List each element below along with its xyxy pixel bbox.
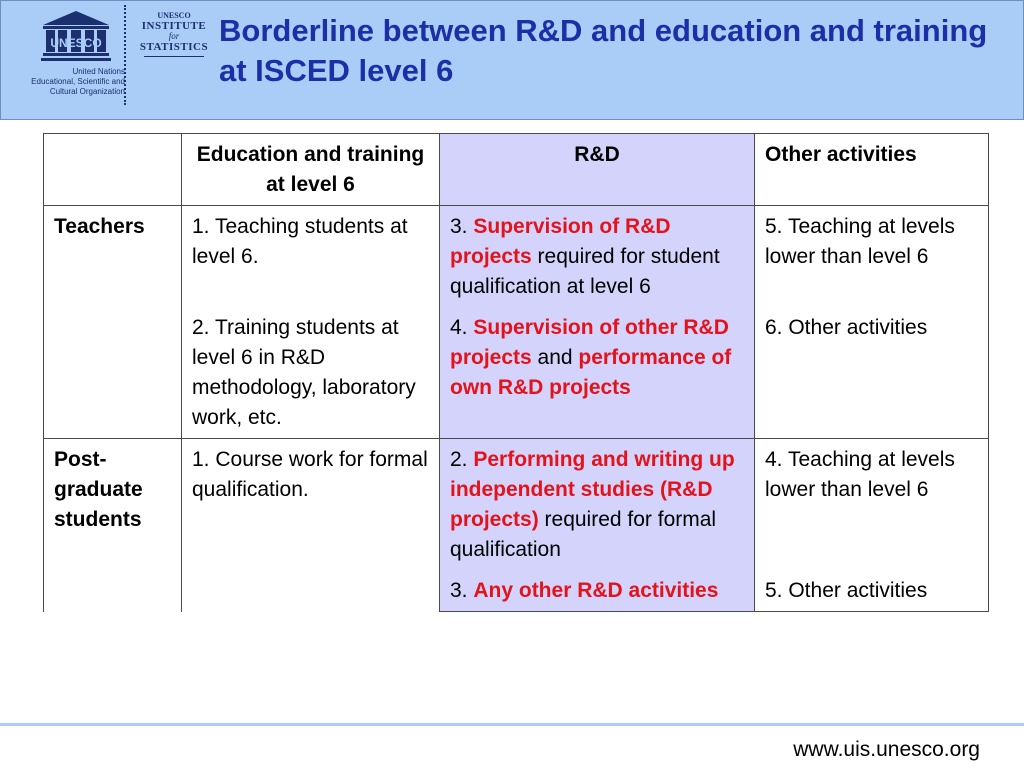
header-banner bbox=[0, 0, 1024, 120]
header-empty-cell bbox=[44, 134, 182, 206]
table-header-row bbox=[44, 134, 989, 206]
teachers-rd-1: 3. Supervision of R&D projects required for student qualification at level 6 bbox=[440, 206, 755, 308]
postgrad-education-1: 1. Course work for formal qualification. bbox=[182, 439, 440, 612]
postgrad-rd-1: 2. Performing and writing up independent studies (R&D projects) required for formal qualification bbox=[440, 439, 755, 571]
teachers-other-1: 5. Teaching at levels lower than level 6 bbox=[755, 206, 989, 308]
postgrad-other-2: 5. Other activities bbox=[755, 570, 989, 612]
col-header-education: Education and training at level 6 bbox=[182, 134, 440, 206]
unesco-wordmark: UNESCO bbox=[50, 36, 102, 50]
postgrad-other-1: 4. Teaching at levels lower than level 6 bbox=[755, 439, 989, 571]
table-row bbox=[44, 206, 989, 308]
uis-logo: UNESCO INSTITUTE for STATISTICS bbox=[139, 11, 209, 57]
page-title: Borderline between R&D and education and training at ISCED level 6 bbox=[219, 13, 988, 88]
footer-url[interactable]: www.uis.unesco.org bbox=[793, 738, 980, 761]
table-row bbox=[44, 439, 989, 571]
teachers-education-1: 1. Teaching students at level 6. bbox=[182, 206, 440, 308]
row-label-postgrad: Post-graduate students bbox=[44, 439, 182, 612]
postgrad-rd-2: 3. Any other R&D activities bbox=[440, 570, 755, 612]
borderline-table bbox=[43, 133, 989, 612]
col-header-other: Other activities bbox=[755, 134, 989, 206]
unesco-temple-icon bbox=[41, 9, 111, 65]
col-header-rd: R&D bbox=[440, 134, 755, 206]
logo-divider bbox=[124, 5, 130, 105]
teachers-rd-2: 4. Supervision of other R&D projects and performance of own R&D projects bbox=[440, 307, 755, 439]
unesco-logo bbox=[15, 7, 125, 99]
unesco-subtitle: United Nations Educational, Scientific and Cultural Organization bbox=[31, 67, 125, 96]
uis-underline bbox=[144, 56, 204, 57]
teachers-other-2: 6. Other activities bbox=[755, 307, 989, 439]
row-label-teachers: Teachers bbox=[44, 206, 182, 439]
table-row bbox=[44, 307, 989, 439]
footer-divider bbox=[0, 723, 1024, 726]
teachers-education-2: 2. Training students at level 6 in R&D methodology, laboratory work, etc. bbox=[182, 307, 440, 439]
